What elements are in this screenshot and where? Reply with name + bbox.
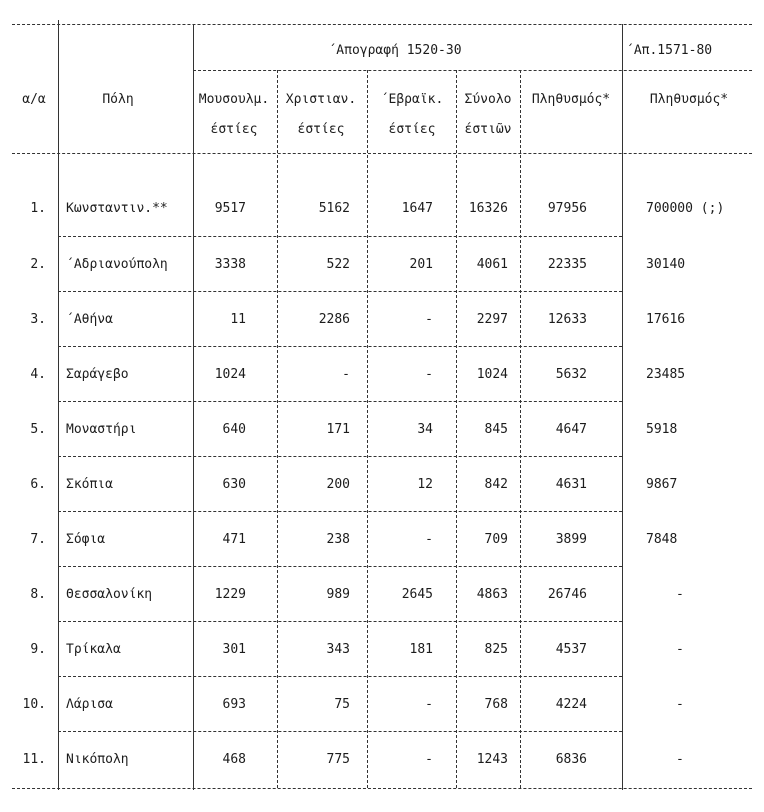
cell-muslim: 640 bbox=[222, 422, 246, 437]
rule-under-header bbox=[12, 153, 752, 154]
cell-pop-1571: 700000 (;) bbox=[646, 201, 725, 216]
cell-aa: 9. bbox=[30, 642, 46, 657]
cell-pop-1571: 30140 bbox=[646, 257, 686, 272]
rule-col-christian bbox=[277, 70, 278, 788]
group-header-1571: ΄Απ.1571-80 bbox=[626, 43, 713, 58]
rule-row-9 bbox=[58, 676, 622, 677]
cell-pop-1520: 12633 bbox=[547, 312, 587, 327]
header-city: Πόλη bbox=[102, 92, 134, 107]
cell-total: 842 bbox=[484, 477, 508, 492]
cell-city: ΄Αδριανούπολη bbox=[66, 257, 168, 272]
cell-christian: 238 bbox=[326, 532, 350, 547]
cell-christian: 2286 bbox=[318, 312, 350, 327]
cell-pop-1571: - bbox=[676, 752, 684, 767]
cell-jewish: 12 bbox=[417, 477, 433, 492]
cell-city: Σόφια bbox=[66, 532, 106, 547]
cell-jewish: 201 bbox=[409, 257, 433, 272]
cell-pop-1520: 3899 bbox=[555, 532, 587, 547]
cell-jewish: - bbox=[425, 367, 433, 382]
cell-aa: 7. bbox=[30, 532, 46, 547]
rule-col-muslim bbox=[193, 24, 194, 790]
cell-muslim: 301 bbox=[222, 642, 246, 657]
cell-city: Μοναστήρι bbox=[66, 422, 137, 437]
cell-pop-1571: 23485 bbox=[646, 367, 686, 382]
header-pop-1571: Πληθυσμός* bbox=[649, 92, 729, 107]
cell-aa: 10. bbox=[22, 697, 46, 712]
header-jewish-line2: έστίες bbox=[388, 122, 436, 137]
cell-total: 768 bbox=[484, 697, 508, 712]
cell-pop-1520: 5632 bbox=[555, 367, 587, 382]
cell-pop-1571: 7848 bbox=[646, 532, 678, 547]
header-jewish-line1: ΄Εβραϊκ. bbox=[380, 92, 444, 107]
cell-jewish: - bbox=[425, 752, 433, 767]
cell-christian: 522 bbox=[326, 257, 350, 272]
cell-jewish: 181 bbox=[409, 642, 433, 657]
cell-city: Τρίκαλα bbox=[66, 642, 121, 657]
cell-muslim: 471 bbox=[222, 532, 246, 547]
cell-aa: 4. bbox=[30, 367, 46, 382]
cell-city: Σκόπια bbox=[66, 477, 113, 492]
header-total-line2: έστιῶν bbox=[464, 122, 512, 137]
cell-muslim: 630 bbox=[222, 477, 246, 492]
cell-muslim: 1024 bbox=[214, 367, 246, 382]
rule-col-jewish bbox=[367, 70, 368, 788]
cell-pop-1571: - bbox=[676, 642, 684, 657]
cell-pop-1571: 17616 bbox=[646, 312, 686, 327]
rule-row-7 bbox=[58, 566, 622, 567]
cell-total: 4863 bbox=[476, 587, 508, 602]
cell-pop-1520: 4647 bbox=[555, 422, 587, 437]
cell-pop-1520: 4224 bbox=[555, 697, 587, 712]
cell-total: 16326 bbox=[468, 201, 508, 216]
cell-christian: 200 bbox=[326, 477, 350, 492]
header-christian-line2: έστίες bbox=[297, 122, 345, 137]
cell-city: Νικόπολη bbox=[66, 752, 129, 767]
rule-row-4 bbox=[58, 401, 622, 402]
cell-pop-1520: 4537 bbox=[555, 642, 587, 657]
cell-christian: 989 bbox=[326, 587, 350, 602]
rule-row-8 bbox=[58, 621, 622, 622]
cell-aa: 11. bbox=[22, 752, 46, 767]
group-header-1520: ΄Απογραφή 1520-30 bbox=[328, 43, 462, 58]
rule-col-pop1520 bbox=[520, 70, 521, 788]
cell-aa: 8. bbox=[30, 587, 46, 602]
cell-christian: 343 bbox=[326, 642, 350, 657]
header-pop-1520: Πληθυσμός* bbox=[531, 92, 611, 107]
rule-col-city bbox=[58, 20, 59, 790]
header-christian-line1: Χριστιαν. bbox=[285, 92, 357, 107]
cell-pop-1571: - bbox=[676, 697, 684, 712]
rule-row-3 bbox=[58, 346, 622, 347]
header-total-line1: Σύνολο bbox=[464, 92, 512, 107]
cell-aa: 3. bbox=[30, 312, 46, 327]
cell-pop-1520: 97956 bbox=[547, 201, 587, 216]
cell-city: Θεσσαλονίκη bbox=[66, 587, 153, 602]
cell-aa: 6. bbox=[30, 477, 46, 492]
rule-row-6 bbox=[58, 511, 622, 512]
cell-aa: 2. bbox=[30, 257, 46, 272]
cell-aa: 1. bbox=[30, 201, 46, 216]
header-muslim-line1: Μουσουλμ. bbox=[198, 92, 270, 107]
rule-row-1 bbox=[58, 236, 622, 237]
rule-row-10 bbox=[58, 731, 622, 732]
cell-muslim: 11 bbox=[230, 312, 246, 327]
cell-city: Σαράγεβο bbox=[66, 367, 129, 382]
rule-col-pop1571 bbox=[622, 24, 623, 790]
rule-top bbox=[12, 24, 752, 25]
rule-row-2 bbox=[58, 291, 622, 292]
cell-jewish: - bbox=[425, 532, 433, 547]
cell-total: 825 bbox=[484, 642, 508, 657]
header-aa: α/α bbox=[22, 92, 46, 107]
rule-bottom bbox=[12, 788, 752, 789]
cell-total: 845 bbox=[484, 422, 508, 437]
cell-pop-1520: 22335 bbox=[547, 257, 587, 272]
rule-col-total bbox=[456, 70, 457, 788]
cell-muslim: 468 bbox=[222, 752, 246, 767]
cell-christian: 171 bbox=[326, 422, 350, 437]
cell-pop-1520: 6836 bbox=[555, 752, 587, 767]
cell-total: 2297 bbox=[476, 312, 508, 327]
cell-christian: - bbox=[342, 367, 350, 382]
cell-jewish: 1647 bbox=[401, 201, 433, 216]
cell-muslim: 1229 bbox=[214, 587, 246, 602]
cell-aa: 5. bbox=[30, 422, 46, 437]
cell-jewish: - bbox=[425, 697, 433, 712]
cell-christian: 5162 bbox=[318, 201, 350, 216]
cell-christian: 775 bbox=[326, 752, 350, 767]
cell-city: Κωνσταντιν.** bbox=[66, 201, 168, 216]
cell-jewish: 34 bbox=[417, 422, 433, 437]
cell-total: 1024 bbox=[476, 367, 508, 382]
cell-muslim: 9517 bbox=[214, 201, 246, 216]
cell-pop-1520: 26746 bbox=[547, 587, 587, 602]
cell-pop-1571: 9867 bbox=[646, 477, 678, 492]
cell-total: 1243 bbox=[476, 752, 508, 767]
cell-muslim: 3338 bbox=[214, 257, 246, 272]
cell-jewish: - bbox=[425, 312, 433, 327]
cell-city: ΄Αθήνα bbox=[66, 312, 113, 327]
cell-muslim: 693 bbox=[222, 697, 246, 712]
cell-pop-1520: 4631 bbox=[555, 477, 587, 492]
cell-jewish: 2645 bbox=[401, 587, 433, 602]
header-muslim-line2: έστίες bbox=[210, 122, 258, 137]
cell-total: 709 bbox=[484, 532, 508, 547]
cell-pop-1571: 5918 bbox=[646, 422, 678, 437]
cell-total: 4061 bbox=[476, 257, 508, 272]
cell-christian: 75 bbox=[334, 697, 350, 712]
cell-city: Λάρισα bbox=[66, 697, 113, 712]
rule-row-5 bbox=[58, 456, 622, 457]
cell-pop-1571: - bbox=[676, 587, 684, 602]
